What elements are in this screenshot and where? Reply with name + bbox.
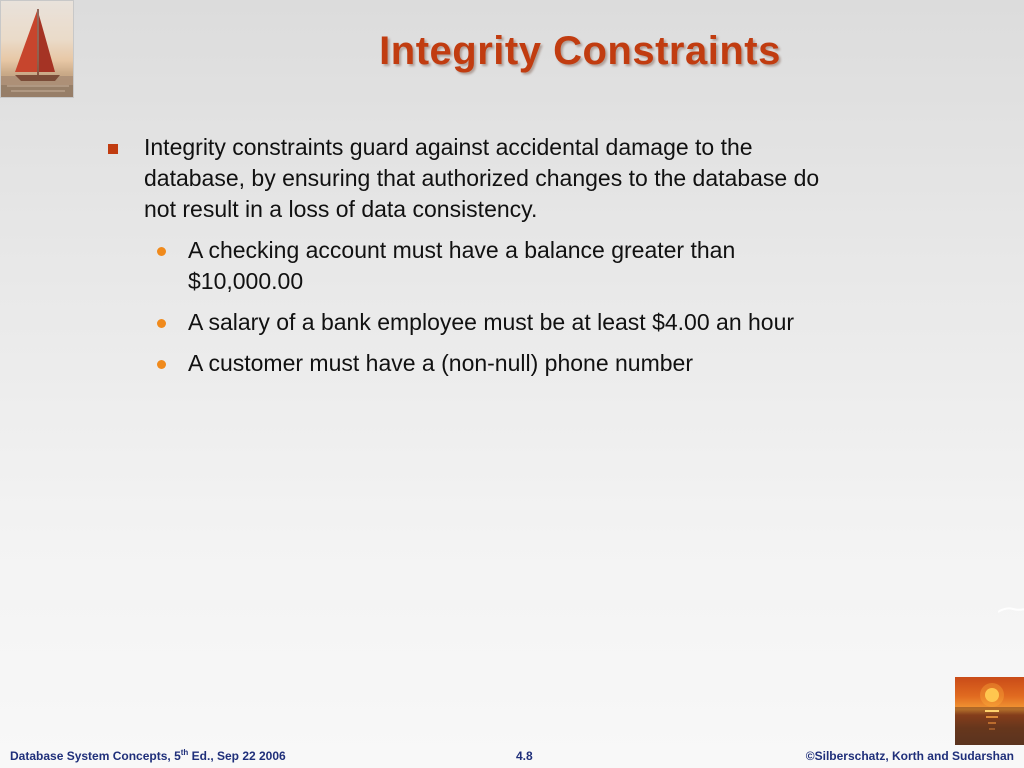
footer-course-prefix: Database System Concepts, 5 bbox=[10, 749, 181, 763]
slide-number: 4.8 bbox=[516, 749, 533, 763]
sub-bullet bbox=[100, 307, 830, 338]
sub-bullet-text: A salary of a bank employee must be at least $4.00 an hour bbox=[188, 309, 795, 335]
slide-title: Integrity Constraints bbox=[379, 29, 781, 73]
sub-bullet bbox=[100, 348, 830, 379]
footer-course-info bbox=[10, 749, 286, 763]
sailboat-graphic bbox=[1, 1, 74, 98]
footer-edition-superscript: th bbox=[180, 748, 189, 757]
footer-copyright: ©Silberschatz, Korth and Sudarshan bbox=[805, 749, 1014, 763]
square-bullet-icon bbox=[108, 144, 118, 154]
round-bullet-icon bbox=[157, 247, 166, 256]
footer-course-suffix: Ed., Sep 22 2006 bbox=[188, 749, 286, 763]
sub-bullet-text: A customer must have a (non-null) phone number bbox=[188, 350, 693, 376]
round-bullet-icon bbox=[157, 360, 166, 369]
wave-decoration bbox=[998, 606, 1024, 614]
slide-content bbox=[100, 132, 830, 389]
sailboat-image bbox=[0, 0, 74, 98]
sub-bullet bbox=[100, 235, 830, 297]
sub-bullets bbox=[100, 235, 830, 379]
main-bullet bbox=[100, 132, 830, 225]
sunset-image bbox=[955, 677, 1024, 745]
round-bullet-icon bbox=[157, 319, 166, 328]
sub-bullet-text: A checking account must have a balance greater than $10,000.00 bbox=[188, 237, 736, 294]
footer bbox=[0, 746, 1024, 768]
sunset-graphic bbox=[955, 677, 1024, 745]
main-bullet-text: Integrity constraints guard against accidental damage to the database, by ensuring that authorized changes to the database do not result in a loss of data consistency. bbox=[144, 134, 820, 222]
